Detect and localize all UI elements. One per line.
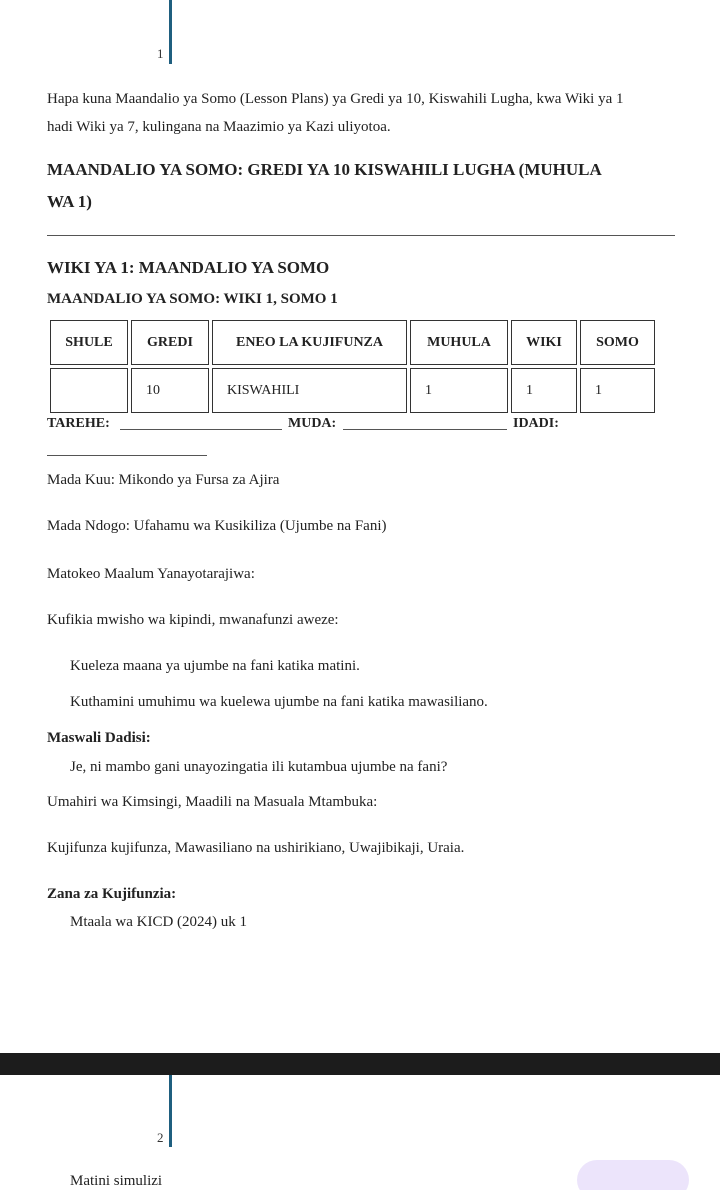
table-cell: KISWAHILI bbox=[212, 368, 407, 413]
page-number: 2 bbox=[157, 1130, 164, 1145]
table-header-cell: MUHULA bbox=[410, 320, 508, 365]
umahiri-text: Kujifunza kujifunza, Mawasiliano na ushirikiano, Uwajibikaji, Uraia. bbox=[47, 840, 465, 856]
table-header-cell: WIKI bbox=[511, 320, 577, 365]
document-title-line-1: MAANDALIO YA SOMO: GREDI YA 10 KISWAHILI LUGHA (MUHULA bbox=[47, 160, 602, 179]
table-cell bbox=[50, 368, 128, 413]
kufikia-text: Kufikia mwisho wa kipindi, mwanafunzi aweze: bbox=[47, 612, 339, 628]
table-header-cell: SOMO bbox=[580, 320, 655, 365]
count-label: IDADI: bbox=[513, 416, 559, 431]
umahiri-label: Umahiri wa Kimsingi, Maadili na Masuala Mtambuka: bbox=[47, 794, 378, 810]
time-label: MUDA: bbox=[288, 416, 337, 431]
table-header-row bbox=[50, 320, 655, 365]
table-cell: 1 bbox=[511, 368, 577, 413]
table-cell: 1 bbox=[410, 368, 508, 413]
page-number: 1 bbox=[157, 46, 164, 61]
mada-kuu: Mada Kuu: Mikondo ya Fursa za Ajira bbox=[47, 472, 280, 488]
page-2-first-line: Matini simulizi bbox=[70, 1173, 163, 1189]
date-label: TAREHE: bbox=[47, 416, 110, 431]
mada-ndogo: Mada Ndogo: Ufahamu wa Kusikiliza (Ujumbe na Fani) bbox=[47, 518, 387, 534]
page-separator bbox=[0, 1053, 720, 1075]
time-blank-line bbox=[343, 429, 507, 430]
count-blank-line bbox=[47, 455, 207, 456]
maswali-label: Maswali Dadisi: bbox=[47, 730, 151, 746]
floating-action-button[interactable] bbox=[577, 1160, 689, 1190]
zana-text: Mtaala wa KICD (2024) uk 1 bbox=[70, 914, 248, 930]
document-title-line-2: WA 1) bbox=[47, 192, 92, 211]
matokeo-label: Matokeo Maalum Yanayotarajiwa: bbox=[47, 566, 255, 582]
intro-line-2: hadi Wiki ya 7, kulingana na Maazimio ya Kazi uliyotoa. bbox=[47, 119, 391, 135]
outcome-item: Kuthamini umuhimu wa kuelewa ujumbe na fani katika mawasiliano. bbox=[70, 694, 488, 710]
table-header-cell: ENEO LA KUJIFUNZA bbox=[212, 320, 407, 365]
lesson-info-table bbox=[47, 317, 658, 416]
intro-line-1: Hapa kuna Maandalio ya Somo (Lesson Plans) ya Gredi ya 10, Kiswahili Lugha, kwa Wiki ya 1 bbox=[47, 91, 624, 107]
table-header-cell: GREDI bbox=[131, 320, 209, 365]
table-row bbox=[50, 368, 655, 413]
table-cell: 1 bbox=[580, 368, 655, 413]
page-margin-marker bbox=[169, 0, 172, 64]
lesson-heading: MAANDALIO YA SOMO: WIKI 1, SOMO 1 bbox=[47, 291, 338, 307]
maswali-text: Je, ni mambo gani unayozingatia ili kutambua ujumbe na fani? bbox=[70, 759, 448, 775]
date-blank-line bbox=[120, 429, 282, 430]
outcome-item: Kueleza maana ya ujumbe na fani katika matini. bbox=[70, 658, 360, 674]
table-cell: 10 bbox=[131, 368, 209, 413]
table-header-cell: SHULE bbox=[50, 320, 128, 365]
zana-label: Zana za Kujifunzia: bbox=[47, 886, 177, 902]
title-divider bbox=[47, 235, 675, 236]
page-margin-marker bbox=[169, 1075, 172, 1147]
week-heading: WIKI YA 1: MAANDALIO YA SOMO bbox=[47, 258, 330, 277]
